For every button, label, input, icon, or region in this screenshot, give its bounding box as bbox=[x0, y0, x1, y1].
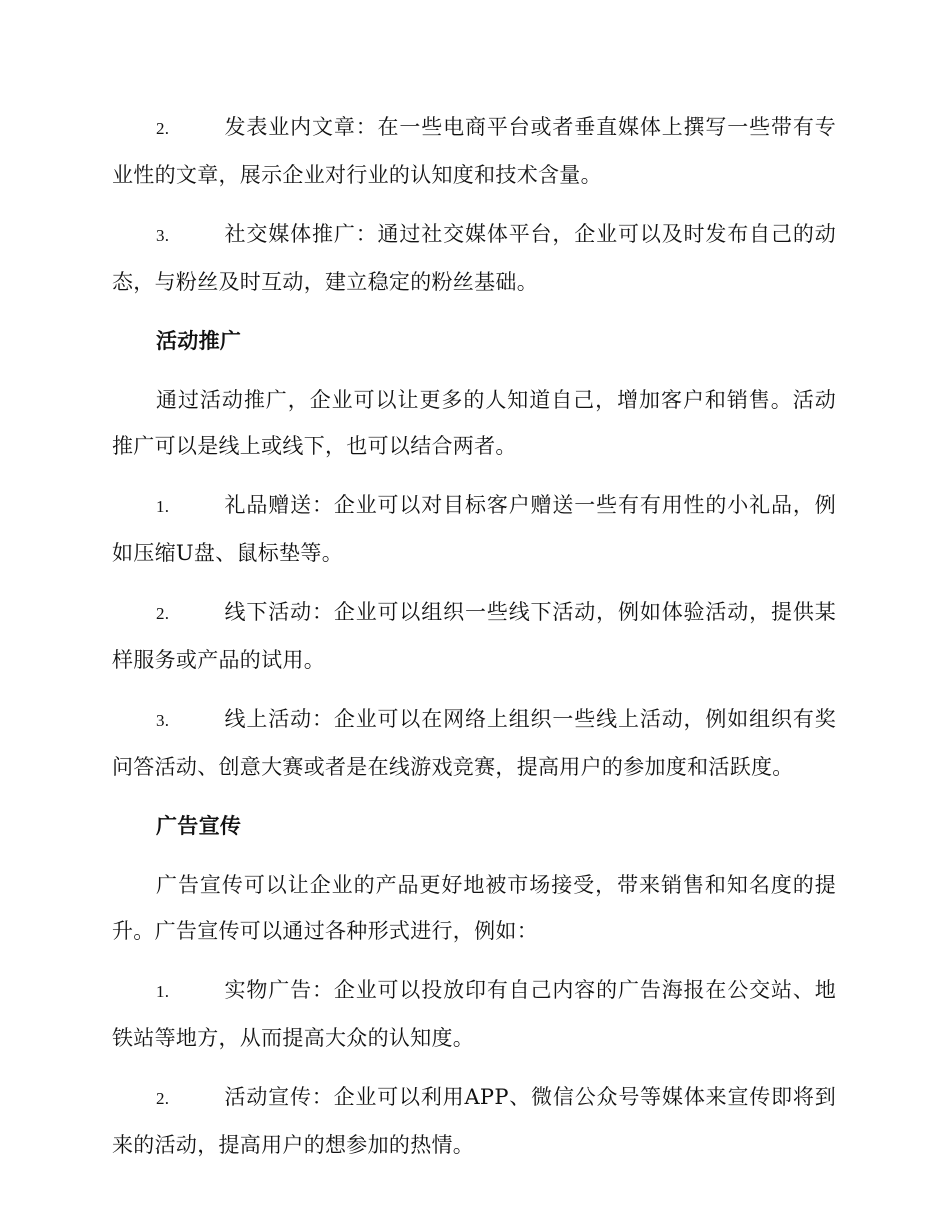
list-item bbox=[112, 104, 836, 198]
list-item-text: 礼品赠送：企业可以对目标客户赠送一些有有用性的小礼品，例如压缩U盘、鼠标垫等。 bbox=[112, 493, 836, 565]
list-item-text: 线下活动：企业可以组织一些线下活动，例如体验活动，提供某样服务或产品的试用。 bbox=[112, 600, 836, 672]
list-number: 2. bbox=[156, 1089, 170, 1108]
section-heading: 活动推广 bbox=[156, 328, 242, 353]
paragraph: 广告宣传可以让企业的产品更好地被市场接受，带来销售和知名度的提升。广告宣传可以通过各种形式进行，例如： bbox=[112, 873, 836, 943]
list-item bbox=[112, 482, 836, 576]
list-item-text: 实物广告：企业可以投放印有自己内容的广告海报在公交站、地铁站等地方，从而提高大众的认知度。 bbox=[112, 978, 836, 1050]
list-number: 2. bbox=[156, 604, 170, 623]
list-number: 1. bbox=[156, 497, 170, 516]
list-number: 3. bbox=[156, 711, 170, 730]
paragraph: 通过活动推广，企业可以让更多的人知道自己，增加客户和销售。活动推广可以是线上或线下，也可以结合两者。 bbox=[112, 388, 836, 458]
list-item bbox=[112, 967, 836, 1061]
list-item bbox=[112, 1074, 836, 1168]
list-item-text: 线上活动：企业可以在网络上组织一些线上活动，例如组织有奖问答活动、创意大赛或者是在线游戏竞赛，提高用户的参加度和活跃度。 bbox=[112, 707, 836, 779]
document-body bbox=[112, 104, 836, 1181]
list-item bbox=[112, 589, 836, 683]
list-item bbox=[112, 696, 836, 790]
list-item-text: 社交媒体推广：通过社交媒体平台，企业可以及时发布自己的动态，与粉丝及时互动，建立稳定的粉丝基础。 bbox=[112, 222, 836, 294]
list-number: 2. bbox=[156, 119, 170, 138]
list-item-text: 发表业内文章：在一些电商平台或者垂直媒体上撰写一些带有专业性的文章，展示企业对行业的认知度和技术含量。 bbox=[112, 115, 836, 187]
section-heading: 广告宣传 bbox=[156, 813, 242, 838]
list-item bbox=[112, 211, 836, 305]
list-item-text: 活动宣传：企业可以利用APP、微信公众号等媒体来宣传即将到来的活动，提高用户的想参加的热情。 bbox=[112, 1085, 836, 1157]
list-number: 1. bbox=[156, 982, 170, 1001]
list-number: 3. bbox=[156, 226, 170, 245]
